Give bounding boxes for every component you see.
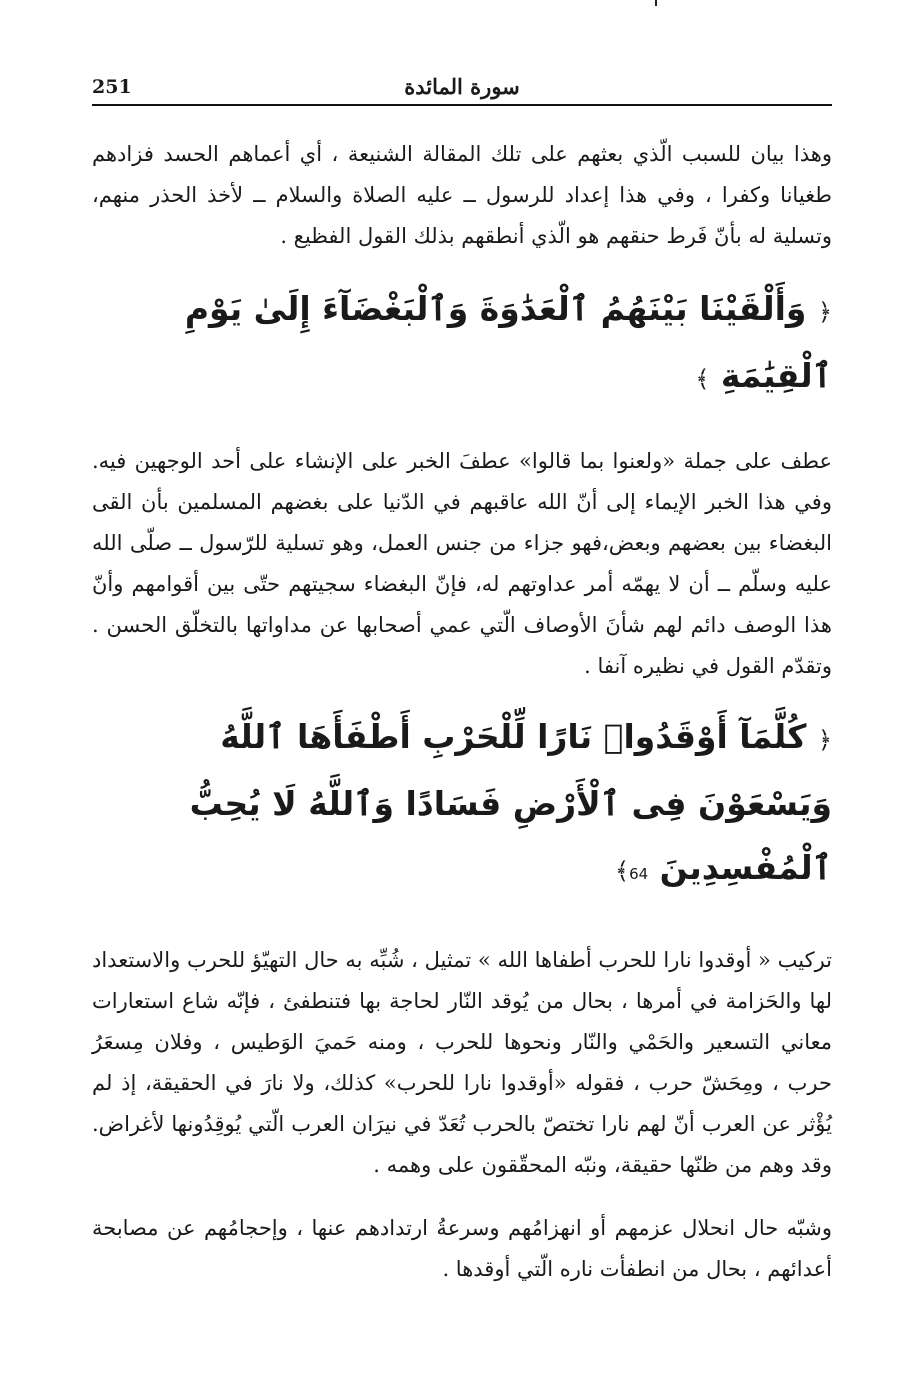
verse-close-sign: ﴾ — [695, 365, 710, 393]
verse-number: 64 — [629, 865, 649, 883]
quran-verse-2 — [92, 705, 832, 906]
verse-open-sign: ﴿ — [817, 298, 832, 326]
scan-speck — [655, 0, 657, 6]
header-rule — [92, 104, 832, 106]
surah-title: سورة المائدة — [404, 74, 520, 99]
paragraph-4: وشبّه حال انحلال عزمهم أو انهزامُهم وسرعةُ ارتدادهم عنها ، وإحجامُهم عن مصابحة أعدائهم ، بحال من انطفأت ناره الّتي أوقدها . — [92, 1216, 832, 1281]
verse-open-sign: ﴿ — [817, 726, 832, 754]
verse-1-text: وَأَلْقَيْنَا بَيْنَهُمُ ٱلْعَدَٰوَةَ وَٱلْبَغْضَآءَ إِلَىٰ يَوْمِ ٱلْقِيَٰمَةِ — [184, 289, 832, 395]
paragraph-1: وهذا بيان للسبب الّذي بعثهم على تلك المقالة الشنيعة ، أي أعماهم الحسد فزادهم طغيانا وكفرا ، وفي هذا إعداد للرسول ــ عليه الصلاة والسلام ــ لأخذ الحذر منهم، وتسلية له بأنّ فَرط حنقهم هو الّذي أنطقهم بذلك القول الفظيع . — [92, 142, 832, 248]
verse-2-text: كُلَّمَآ أَوْقَدُوا۟ نَارًا لِّلْحَرْبِ أَطْفَأَهَا ٱللَّهُ وَيَسْعَوْنَ فِى ٱلْأَرْضِ فَسَادًا وَٱللَّهُ لَا يُحِبُّ ٱلْمُفْسِدِينَ — [189, 717, 832, 887]
paragraph-3: تركيب « أوقدوا نارا للحرب أطفاها الله » تمثيل ، شُبِّه به حال التهيّؤ للحرب والاستعداد لها والحَزامة في أمرها ، بحال من يُوقد النّار لحاجة بها فتنطفئ ، فإنّه شاع استعارات معاني التسعير والحَمْي والنّار ونحوها للحرب ، ومنه حَميَ الوَطيس ، وفلان مِسعَرُ حرب ، ومِحَشّ حرب ، فقوله «أوقدوا نارا للحرب» كذلك، ولا نارَ في الحقيقة، إذ لم يُؤْثر عن العرب أنّ لهم نارا تختصّ بالحرب تُعَدّ في نيرَان العرب الّتي يُوقِدُونها لأغراض. وقد وهم من ظنّها حقيقة، ونبّه المحقّقون على وهمه . — [92, 948, 832, 1177]
quran-verse-1 — [92, 277, 832, 411]
paragraph-2: عطف على جملة «ولعنوا بما قالوا» عطفَ الخبر على الإنشاء على أحد الوجهين فيه. وفي هذا الخبر الإيماء إلى أنّ الله عاقبهم في الدّنيا على بغضهم المسلمين بأن القى البغضاء بين بعضهم وبعض،فهو جزاء من جنس العمل، وهو تسلية للرّسول ــ صلّى الله عليه وسلّم ــ أن لا يهمّه أمر عداوتهم له، فإنّ البغضاء سجيتهم حتّى بين أقوامهم وأنّ هذا الوصف دائم لهم شأنَ الأوصاف الّتي عمي أصحابها عن مداواتها بالتخلّق الحسن . وتقدّم القول في نظيره آنفا . — [92, 449, 833, 678]
verse-close-sign: ﴾ — [615, 857, 630, 885]
page-header — [92, 72, 832, 106]
page-body — [92, 128, 832, 1290]
page-number: 251 — [92, 76, 132, 98]
